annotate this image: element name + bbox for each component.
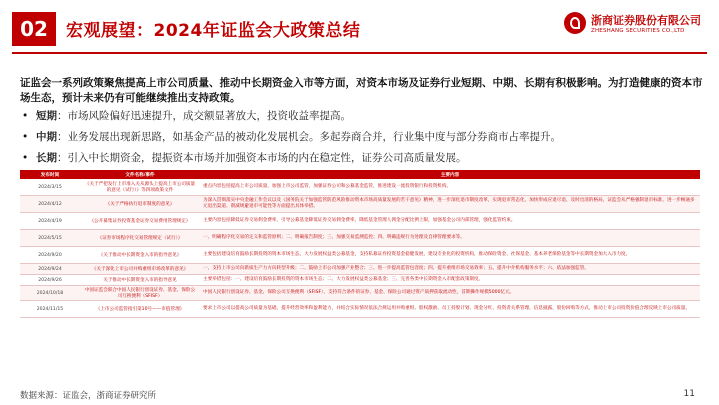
table-row [20,301,700,318]
cell-content: 主要举措包括：一、建设培育鼓励长期投资的资本市场生态；二、大力发展权益类公募基金；三、完善各类中长期资金入市配套政策制度。 [200,275,700,286]
data-source-note: 数据来源：证监会，浙商证券研究所 [20,391,157,401]
cell-content: 重点内容包括提高上市公司质量，加强上市公司监管，加强证券公司和公募基金监管，推进建设一流投资银行和投资机构。 [200,179,700,196]
col-header-name: 文件名称/事件 [80,170,200,179]
table-row [20,196,700,213]
cell-content: 为深入贯彻落实中央金融工作会议以及《国务院关于加强监管防范风险推动资本市场高质量发展的若干意见》精神，进一步深化退市制度改革，实现退市常态化，加快形成应退尽退、及时出清的格局，证监会从严格强制退市标准、进一步畅通多元退出渠道、削减规避退市可能性等方面提出具体举措。 [200,196,700,213]
cell-name: 《关于推动中长期资金入市的指导意见》 [80,247,200,264]
cell-date: 2024/9/26 [20,275,80,286]
cell-content: 一、明确程序化交易的定义和监管原则；二、明确报告制度；三、加强交易监测监控；四、明确违规行为处理及自律管理要求等。 [200,230,700,247]
cell-date: 2024/10/18 [20,286,80,301]
cell-date: 2024/4/12 [20,196,80,213]
col-header-date: 发布时间 [20,170,80,179]
bullet-dot-icon: • [22,110,29,122]
cell-content: 一、支持上市公司向新质生产力方向转型升级；二、鼓励上市公司加强产业整合；三、进一步提高监管包容度；四、提升重组市场交易效率；五、提升中介机构服务水平；六、依法加强监管。 [200,264,700,275]
summary-paragraph: 证监会一系列政策聚焦提高上市公司质量、推动中长期资金入市等方面，对资本市场及证券行业短期、中期、长期有积极影响。为打造健康的资本市场生态，预计未来仍有可能继续推出支持政策。 [20,77,703,104]
bullet-mid-term [22,127,712,148]
logo-name-cn: 浙商证券股份有限公司 [591,14,701,27]
cell-name: 《公开募集证券投资基金证券交易费用管理规定》 [80,213,200,230]
table-row [20,230,700,247]
table-row [20,247,700,264]
title-divider [12,52,707,54]
page-title: 宏观展望：2024年证监会大政策总结 [66,21,361,41]
page-number: 11 [683,389,695,399]
table-row [20,213,700,230]
section-number-badge: 02 [12,12,56,46]
bullet-text: ：市场风险偏好迅速提升，成交额显著放大，投资收益率提高。 [57,110,351,122]
table-row [20,275,700,286]
cell-date: 2024/5/15 [20,230,80,247]
company-logo [564,12,701,34]
logo-name-en: ZHESHANG SECURITIES CO.,LTD [591,28,685,34]
bullet-key: 短期 [36,110,57,122]
cell-date: 2024/11/15 [20,301,80,318]
bullet-dot-icon: • [22,131,29,143]
cell-date: 2024/9/20 [20,247,80,264]
bullet-key: 中期 [36,131,57,143]
cell-content: 要求上市公司以提高公司质量为基础，提升经营效率和盈利能力，并结合实际情况依法合规运用并购重组、股权激励、员工持股计划、现金分红、投资者关系管理、信息披露、股份回购等方式，推动上市公司投资价值合理反映上市公司质量。 [200,301,700,318]
bullet-dot-icon: • [22,152,29,164]
cell-content: 主要包括建设培育鼓励长期投资的资本市场生态，大力发展权益类公募基金，支持私募证券投资基金稳健发展，建设专业化的投资机构，推动保险资金、社保基金、基本养老保险基金等中长期资金加大入市力度。 [200,247,700,264]
table-row [20,179,700,196]
bullet-text: ：引入中长期资金，提振资本市场并加强资本市场的内在稳定性，证券公司高质量发展。 [57,152,467,164]
bullet-text: ：业务发展出现新思路，如基金产品的被动化发展机会。多起券商合并，行业集中度与部分券商市占率提升。 [57,131,561,143]
bullet-long-term [22,148,712,169]
cell-date: 2024/4/19 [20,213,80,230]
cell-name: 《关于严把发行上市准入关从源头上提高上市公司质量的意见（试行）》等四项政策文件 [80,179,200,196]
cell-date: 2024/9/24 [20,264,80,275]
col-header-content: 主要内容 [200,170,700,179]
logo-icon [564,12,586,34]
cell-name: 《证券市场程序化交易管理规定（试行）》 [80,230,200,247]
cell-name: 《关于深化上市公司并购重组市场改革的意见》 [80,264,200,275]
bullet-short-term [22,106,712,127]
cell-date: 2024/3/15 [20,179,80,196]
cell-name: 《上市公司监管指引第10号——市值管理》 [80,301,200,318]
table-row [20,286,700,301]
cell-content: 中国人民银行创设证券、基金、保险公司互换便利（SFISF），支持符合条件的证券、基金、保险公司通过资产质押获取流动性，首期操作规模5000亿元。 [200,286,700,301]
table-row [20,264,700,275]
policy-table [20,170,700,318]
cell-name: 中国证监会联合中国人民银行创设证券、基金、保险公司互换便利（SFISF） [80,286,200,301]
cell-content: 主要内容包括降低证券交易佣金费率，引导公募基金降低证券交易佣金费率，降低基金管理人佣金分配比例上限，加强基金公司内部管理，强化监管约束。 [200,213,700,230]
cell-name: 关于推动中长期资金入市的指导意见 [80,275,200,286]
bullet-list [22,106,712,169]
cell-name: 《关于严格执行退市制度的意见》 [80,196,200,213]
bullet-key: 长期 [36,152,57,164]
